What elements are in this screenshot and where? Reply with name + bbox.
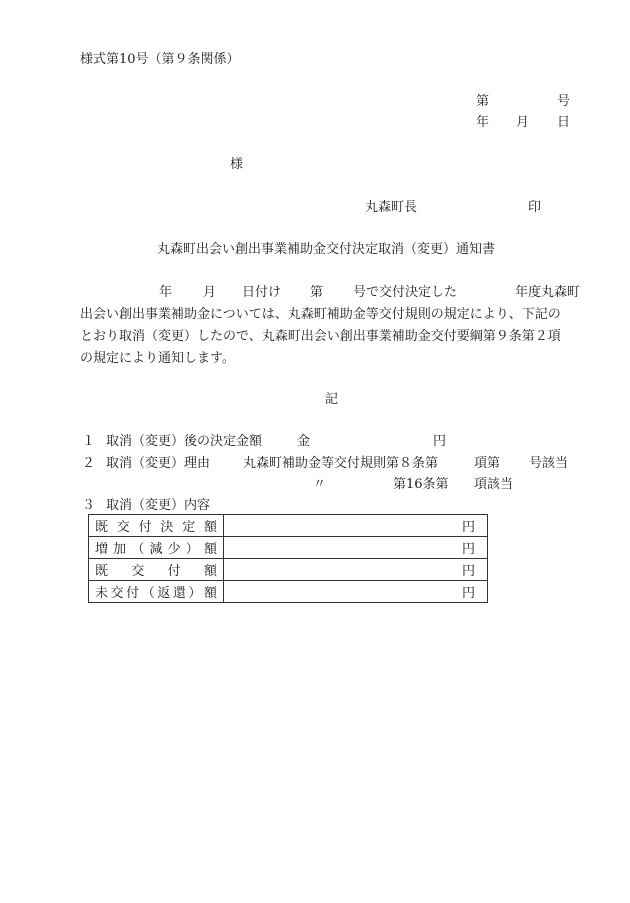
label-char: 既 bbox=[95, 564, 109, 579]
label-char: 額 bbox=[203, 542, 217, 557]
body-no-prefix: 第 bbox=[310, 285, 324, 300]
label-char: 額 bbox=[203, 564, 217, 579]
body-month: 月 bbox=[203, 285, 217, 300]
item2-rule-ref2: 第16条第 bbox=[393, 477, 449, 492]
label-char: 交 bbox=[116, 520, 130, 535]
label-char: ） bbox=[185, 542, 199, 557]
doc-number-prefix: 第 bbox=[476, 94, 490, 109]
label-char: 還 bbox=[172, 586, 186, 601]
item2-rule-ref: 丸森町補助金等交付規則第８条第 bbox=[243, 456, 439, 471]
item1-prefix: 金 bbox=[297, 434, 311, 449]
item2-applies2: 項該当 bbox=[474, 477, 514, 492]
item1-number: １ bbox=[82, 434, 96, 449]
body-year: 年 bbox=[159, 285, 173, 300]
label-char: 未 bbox=[95, 586, 109, 601]
item2-label: 取消（変更）理由 bbox=[106, 456, 211, 471]
item2-ditto: 〃 bbox=[313, 477, 327, 492]
label-char: 交 bbox=[110, 586, 124, 601]
label-char: 額 bbox=[203, 586, 217, 601]
document-title: 丸森町出会い創出事業補助金交付決定取消（変更）通知書 bbox=[157, 242, 496, 257]
label-char: ） bbox=[188, 586, 202, 601]
label-char: 付 bbox=[138, 520, 152, 535]
body-day-ref: 日付け bbox=[242, 285, 282, 300]
label-char: （ bbox=[141, 586, 155, 601]
table-row bbox=[89, 581, 488, 603]
item3-label: 取消（変更）内容 bbox=[106, 498, 211, 513]
ki-heading: 記 bbox=[325, 392, 339, 407]
label-char: （ bbox=[131, 542, 145, 557]
label-char: 付 bbox=[167, 564, 181, 579]
date-year: 年 bbox=[476, 115, 490, 130]
body-line-4: の規定により通知します。 bbox=[80, 351, 235, 366]
table-row bbox=[89, 515, 488, 537]
row-label-ungranted-refund bbox=[89, 581, 224, 603]
row-label-already-granted bbox=[89, 559, 224, 581]
label-char: 減 bbox=[149, 542, 163, 557]
date-month: 月 bbox=[516, 115, 530, 130]
label-char: 返 bbox=[157, 586, 171, 601]
row-label-increase-decrease bbox=[89, 537, 224, 559]
body-no-suffix: 号で交付決定した bbox=[353, 285, 458, 300]
label-char: 定 bbox=[182, 520, 196, 535]
amounts-table bbox=[88, 514, 488, 603]
label-char: 増 bbox=[95, 542, 109, 557]
row-value: 円 bbox=[224, 515, 488, 537]
body-line-2: 出会い創出事業補助金については、丸森町補助金等交付規則の規定により、下記の bbox=[80, 307, 561, 322]
item1-label: 取消（変更）後の決定金額 bbox=[106, 434, 263, 449]
item3-number: ３ bbox=[82, 498, 96, 513]
table-row bbox=[89, 537, 488, 559]
label-char: 少 bbox=[167, 542, 181, 557]
label-char: 既 bbox=[95, 520, 109, 535]
seal-mark: 印 bbox=[528, 200, 542, 215]
label-char: 付 bbox=[126, 586, 140, 601]
label-char: 額 bbox=[203, 520, 217, 535]
label-char: 決 bbox=[160, 520, 174, 535]
row-label-already-granted-decision bbox=[89, 515, 224, 537]
body-fiscal-year: 年度丸森町 bbox=[515, 285, 581, 300]
date-day: 日 bbox=[557, 115, 571, 130]
label-char: 交 bbox=[131, 564, 145, 579]
item2-clause: 項第 bbox=[474, 456, 501, 471]
item2-applies: 号該当 bbox=[529, 456, 569, 471]
row-value: 円 bbox=[224, 537, 488, 559]
body-line-3: とおり取消（変更）したので、丸森町出会い創出事業補助金交付要綱第９条第２項 bbox=[80, 329, 561, 344]
addressee-honorific: 様 bbox=[230, 157, 244, 172]
row-value: 円 bbox=[224, 581, 488, 603]
doc-number-suffix: 号 bbox=[557, 94, 571, 109]
form-number: 様式第10号（第９条関係） bbox=[80, 52, 240, 67]
sender-title: 丸森町長 bbox=[365, 200, 418, 215]
item2-number: ２ bbox=[82, 456, 96, 471]
label-char: 加 bbox=[113, 542, 127, 557]
table-row bbox=[89, 559, 488, 581]
row-value: 円 bbox=[224, 559, 488, 581]
item1-unit: 円 bbox=[433, 434, 447, 449]
